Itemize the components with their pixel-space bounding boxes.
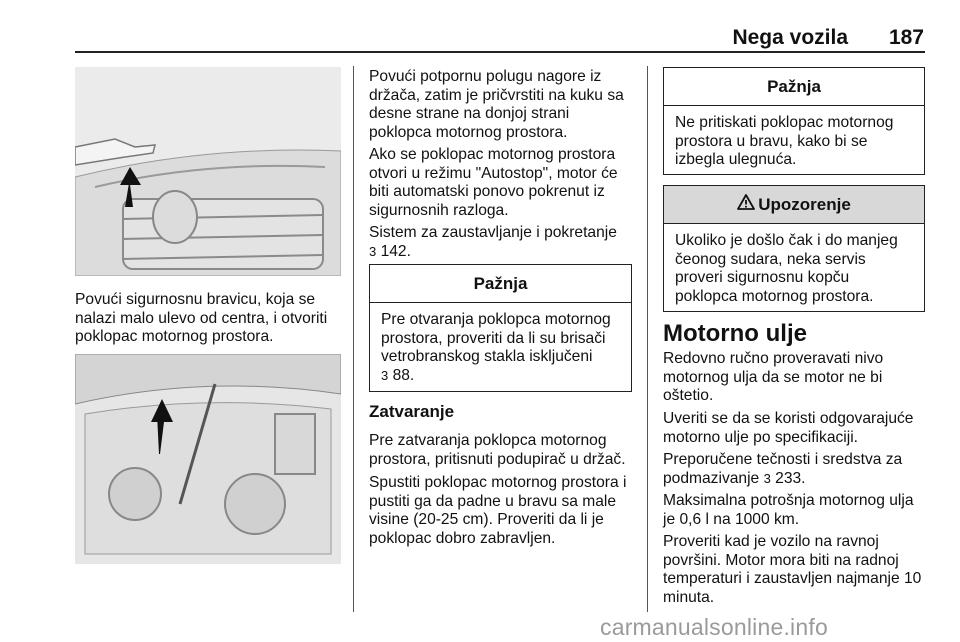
- paragraph-check-conditions: Proveriti kad je vozilo na ravnoj površini. Motor mora biti na radnoj temperaturi i zaustavljen najmanje 10 minuta.: [663, 533, 922, 606]
- paragraph-autostop: Ako se poklopac motornog prostora otvori u režimu "Autostop", motor će biti automatski ponovo pokrenut iz sigurnosnih razloga.: [369, 146, 618, 219]
- header-rule: [75, 51, 925, 53]
- notice-text: Pre otvaranja poklopca motornog prostora, proveriti da li su brisači vetrobranskog stakla isključeni: [381, 311, 611, 365]
- column-divider-left: [353, 66, 354, 612]
- column-divider-right: [647, 66, 648, 612]
- page-ref-symbol: 3: [763, 470, 771, 486]
- warning-box: [663, 185, 925, 312]
- illustration-hood-release-latch: [75, 67, 341, 276]
- section-heading-engine-oil: Motorno ulje: [663, 320, 807, 347]
- notice-box-wipers: [369, 264, 632, 392]
- stop-start-text: Sistem za zaustavljanje i pokretanje: [369, 224, 617, 241]
- paragraph-check-oil: Redovno ručno proveravati nivo motornog ulja da se motor ne bi oštetio.: [663, 350, 884, 404]
- paragraph-open-hood: Povući sigurnosnu bravicu, koja se nalazi malo ulevo od centra, i otvoriti poklopac motornog prostora.: [75, 291, 328, 345]
- notice-title: Pažnja: [664, 68, 924, 106]
- paragraph-support-rod: Povući potpornu polugu nagore iz držača, zatim je pričvrstiti na kuku sa desne strane na donjoj strani poklopca motornog prostora.: [369, 68, 624, 141]
- section-heading-closing: Zatvaranje: [369, 402, 455, 421]
- illustration-hood-support-rod: [75, 354, 341, 564]
- warning-text: Ukoliko je došlo čak i do manjeg čeonog sudara, neka servis proveri sigurnosnu kopču poklopca motornog prostora.: [675, 232, 898, 305]
- page-ref-link[interactable]: 142.: [380, 242, 411, 260]
- notice-body: [370, 303, 631, 385]
- paragraph-oil-consumption: Maksimalna potrošnja motornog ulja je 0,6 l na 1000 km.: [663, 492, 914, 528]
- hood-support-drawing: [75, 354, 341, 564]
- page-number: 187: [888, 26, 924, 49]
- page-header-title: Nega vozila: [732, 26, 848, 49]
- page-ref-link[interactable]: 88.: [392, 366, 415, 384]
- hood-release-drawing: [75, 67, 341, 276]
- warning-header: [664, 186, 924, 224]
- fluids-text: Preporučene tečnosti i sredstva za podmazivanje: [663, 451, 903, 487]
- notice-box-dents: [663, 67, 925, 175]
- notice-title: Pažnja: [370, 265, 631, 303]
- paragraph-stop-start-ref: [369, 224, 634, 261]
- paragraph-press-support: Pre zatvaranja poklopca motornog prostora, pritisnuti podupirač u držač.: [369, 432, 626, 468]
- warning-title: Upozorenje: [758, 194, 851, 214]
- watermark: carmanualsonline.info: [600, 614, 828, 640]
- page-ref-symbol: 3: [369, 243, 377, 259]
- notice-text: Ne pritiskati poklopac motornog prostora u bravu, kako bi se izbegla ulegnuća.: [675, 114, 894, 168]
- page-ref-symbol: 3: [381, 367, 389, 383]
- paragraph-fluids-ref: [663, 451, 928, 488]
- warning-icon: [737, 194, 755, 215]
- paragraph-oil-spec: Uveriti se da se koristi odgovarajuće motorno ulje po specifikaciji.: [663, 410, 914, 446]
- paragraph-lower-hood: Spustiti poklopac motornog prostora i pustiti ga da padne u bravu sa male visine (20-25 cm). Proveriti da li je poklopac dobro zabravljen.: [369, 474, 627, 547]
- page-ref-link[interactable]: 233.: [775, 469, 806, 487]
